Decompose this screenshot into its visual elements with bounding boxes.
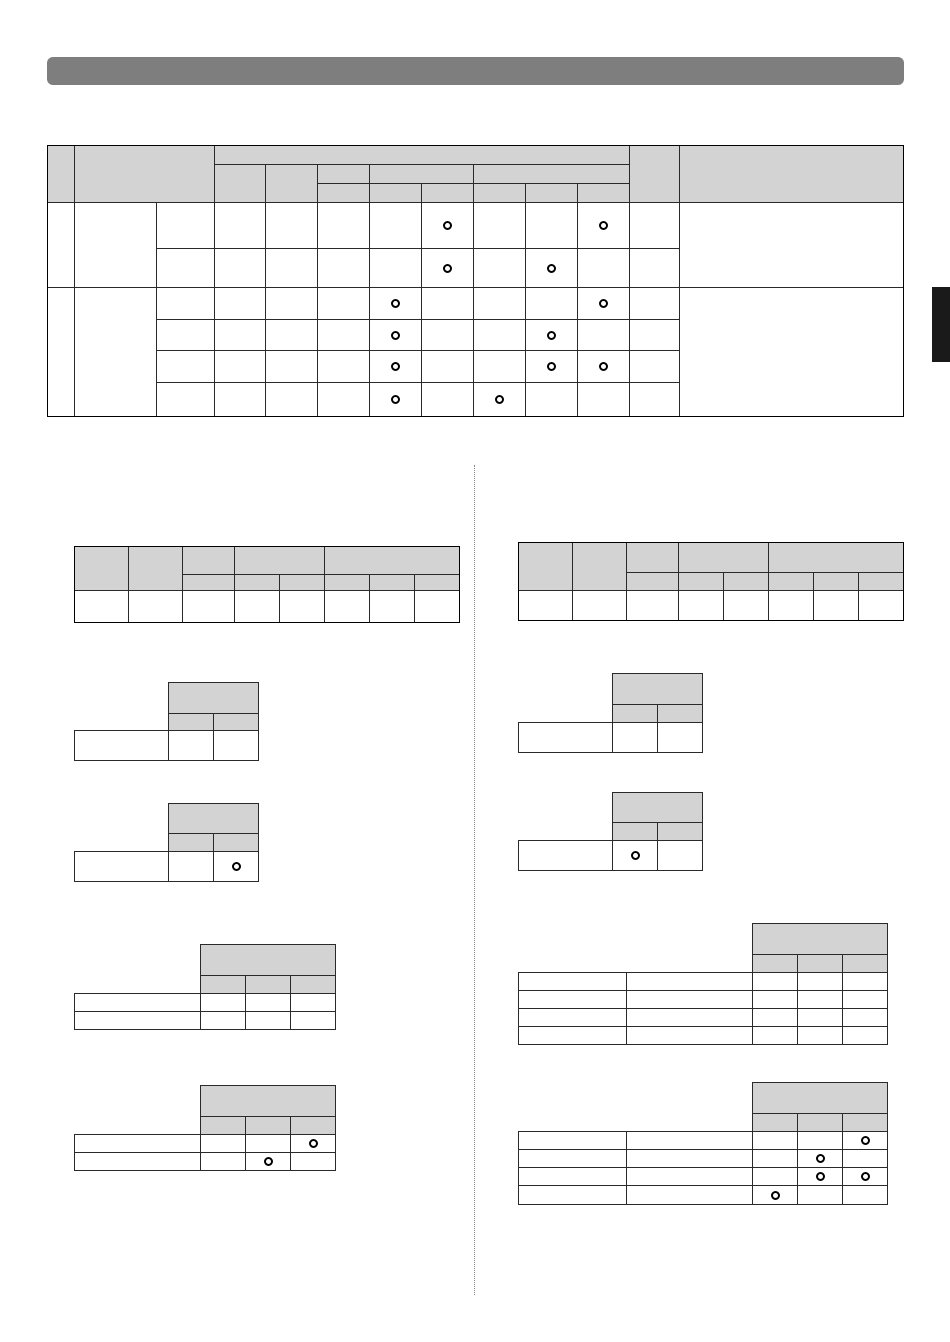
table-cell (525, 287, 578, 320)
table-cell (842, 972, 888, 991)
table-cell (797, 1131, 843, 1150)
table-header-cell (245, 1116, 291, 1135)
table-cell (245, 1011, 291, 1030)
table-cell (797, 1149, 843, 1168)
table-header-cell (752, 1113, 798, 1132)
table-cell (473, 319, 526, 351)
table-cell (518, 1026, 627, 1045)
table-cell (74, 730, 169, 761)
table-cell (626, 990, 753, 1009)
table-cell (577, 248, 630, 288)
table-cell (214, 248, 266, 288)
table-header-cell (752, 954, 798, 973)
circle-mark-icon (547, 362, 556, 371)
table-cell (156, 248, 215, 288)
table-cell (797, 990, 843, 1009)
table-cell (518, 1149, 627, 1168)
circle-mark-icon (547, 331, 556, 340)
table-cell (752, 1131, 798, 1150)
table-header-cell (200, 1116, 246, 1135)
table-cell (265, 287, 318, 320)
table-cell (518, 1131, 627, 1150)
table-cell (74, 202, 157, 288)
table-cell (525, 319, 578, 351)
table-header-cell (723, 572, 769, 591)
table-header-cell (752, 923, 888, 955)
table-cell (473, 248, 526, 288)
table-header-cell (182, 546, 235, 575)
table-cell (74, 590, 129, 623)
table-cell (74, 287, 157, 417)
table-header-cell (128, 546, 183, 591)
table-cell (626, 1185, 753, 1205)
table-cell (290, 1134, 336, 1153)
table-cell (279, 590, 325, 623)
table-cell (324, 590, 370, 623)
table-cell (752, 990, 798, 1009)
table-cell (629, 382, 680, 417)
circle-mark-icon (771, 1191, 780, 1200)
table-cell (421, 350, 474, 383)
table-header-cell (612, 822, 658, 841)
table-cell (813, 590, 859, 621)
table-cell (213, 851, 259, 882)
table-header-cell (200, 1085, 336, 1117)
table-header-cell (369, 574, 415, 591)
table-cell (74, 1134, 201, 1153)
table-cell (168, 851, 214, 882)
table-cell (182, 590, 235, 623)
table-header-cell (168, 833, 214, 852)
table-cell (74, 1152, 201, 1171)
table-cell (156, 287, 215, 320)
table-cell (657, 840, 703, 871)
table-cell (723, 590, 769, 621)
table-header-cell (842, 954, 888, 973)
table-header-cell (214, 164, 266, 203)
table-cell (525, 382, 578, 417)
table-cell (752, 972, 798, 991)
table-cell (518, 590, 573, 621)
table-cell (518, 722, 613, 753)
circle-mark-icon (443, 264, 452, 273)
table-header-cell (612, 673, 703, 705)
table-header-cell (200, 944, 336, 976)
table-header-cell (473, 164, 630, 184)
section-header-bar (47, 57, 904, 85)
table-cell (678, 590, 724, 621)
table-cell (214, 382, 266, 417)
table-header-cell (74, 546, 129, 591)
table-cell (265, 248, 318, 288)
table-cell (369, 202, 422, 249)
table-cell (421, 202, 474, 249)
table-header-cell (679, 145, 904, 203)
table-cell (234, 590, 280, 623)
circle-mark-icon (264, 1157, 273, 1166)
table-cell (626, 1008, 753, 1027)
table-header-cell (369, 164, 474, 184)
circle-mark-icon (816, 1154, 825, 1163)
table-cell (156, 350, 215, 383)
table-cell (369, 590, 415, 623)
table-header-cell (518, 542, 573, 591)
table-header-cell (525, 183, 578, 203)
table-header-cell (768, 542, 904, 573)
table-cell (842, 1131, 888, 1150)
circle-mark-icon (309, 1139, 318, 1148)
table-cell (414, 590, 460, 623)
table-cell (626, 972, 753, 991)
table-cell (842, 1185, 888, 1205)
table-cell (752, 1167, 798, 1186)
table-cell (797, 972, 843, 991)
circle-mark-icon (495, 395, 504, 404)
table-header-cell (245, 975, 291, 994)
table-cell (626, 1167, 753, 1186)
table-cell (626, 590, 679, 621)
circle-mark-icon (861, 1136, 870, 1145)
table-cell (214, 287, 266, 320)
table-header-cell (473, 183, 526, 203)
table-header-cell (813, 572, 859, 591)
table-cell (577, 202, 630, 249)
table-cell (265, 202, 318, 249)
table-cell (679, 202, 904, 288)
table-cell (265, 382, 318, 417)
circle-mark-icon (599, 362, 608, 371)
table-cell (214, 350, 266, 383)
table-cell (842, 1149, 888, 1168)
table-cell (128, 590, 183, 623)
table-header-cell (182, 574, 235, 591)
table-cell (214, 319, 266, 351)
table-cell (525, 248, 578, 288)
table-cell (525, 202, 578, 249)
table-header-cell (612, 792, 703, 823)
table-header-cell (626, 542, 679, 573)
table-header-cell (752, 1082, 888, 1114)
circle-mark-icon (547, 264, 556, 273)
table-cell (518, 972, 627, 991)
table-header-cell (47, 145, 75, 203)
table-header-cell (234, 574, 280, 591)
table-cell (577, 287, 630, 320)
table-cell (47, 287, 75, 417)
table-header-cell (858, 572, 904, 591)
table-cell (752, 1008, 798, 1027)
circle-mark-icon (443, 221, 452, 230)
table-cell (200, 1152, 246, 1171)
table-header-cell (657, 704, 703, 723)
table-header-cell (657, 822, 703, 841)
table-header-cell (168, 682, 259, 714)
table-cell (156, 382, 215, 417)
chapter-tab (932, 287, 950, 362)
table-cell (214, 202, 266, 249)
table-cell (200, 1011, 246, 1030)
table-header-cell (214, 145, 630, 165)
table-header-cell (74, 145, 215, 203)
table-cell (612, 840, 658, 871)
table-cell (752, 1185, 798, 1205)
table-cell (265, 350, 318, 383)
table-cell (842, 1167, 888, 1186)
table-header-cell (213, 713, 259, 731)
table-cell (369, 287, 422, 320)
table-cell (657, 722, 703, 753)
table-cell (74, 993, 201, 1012)
table-cell (473, 202, 526, 249)
table-header-cell (168, 713, 214, 731)
circle-mark-icon (816, 1172, 825, 1181)
table-cell (369, 248, 422, 288)
table-header-cell (629, 145, 680, 203)
table-cell (679, 287, 904, 417)
table-cell (768, 590, 814, 621)
table-header-cell (626, 572, 679, 591)
table-cell (629, 248, 680, 288)
table-cell (421, 319, 474, 351)
table-header-cell (265, 164, 318, 203)
table-cell (518, 840, 613, 871)
table-cell (421, 287, 474, 320)
table-header-cell (768, 572, 814, 591)
table-cell (245, 1134, 291, 1153)
table-header-cell (324, 574, 370, 591)
table-header-cell (572, 542, 627, 591)
circle-mark-icon (599, 221, 608, 230)
table-cell (245, 1152, 291, 1171)
table-header-cell (678, 542, 769, 573)
table-cell (290, 1011, 336, 1030)
table-header-cell (290, 975, 336, 994)
table-header-cell (213, 833, 259, 852)
table-cell (629, 287, 680, 320)
table-cell (74, 1011, 201, 1030)
table-cell (842, 1008, 888, 1027)
table-cell (317, 319, 370, 351)
table-cell (626, 1131, 753, 1150)
table-header-cell (279, 574, 325, 591)
table-header-cell (317, 164, 370, 184)
circle-mark-icon (599, 299, 608, 308)
table-cell (577, 350, 630, 383)
table-cell (74, 851, 169, 882)
table-cell (317, 202, 370, 249)
table-cell (626, 1149, 753, 1168)
table-cell (473, 350, 526, 383)
table-header-cell (678, 572, 724, 591)
table-cell (245, 993, 291, 1012)
table-cell (369, 350, 422, 383)
table-cell (518, 1185, 627, 1205)
circle-mark-icon (861, 1172, 870, 1181)
table-cell (612, 722, 658, 753)
table-header-cell (317, 183, 370, 203)
table-cell (577, 382, 630, 417)
table-cell (290, 1152, 336, 1171)
table-cell (797, 1167, 843, 1186)
table-cell (156, 319, 215, 351)
table-cell (525, 350, 578, 383)
table-cell (626, 1026, 753, 1045)
table-cell (168, 730, 214, 761)
table-cell (518, 1167, 627, 1186)
circle-mark-icon (391, 299, 400, 308)
table-cell (317, 287, 370, 320)
table-header-cell (414, 574, 460, 591)
table-header-cell (797, 954, 843, 973)
table-cell (213, 730, 259, 761)
table-header-cell (290, 1116, 336, 1135)
table-cell (200, 1134, 246, 1153)
table-cell (752, 1149, 798, 1168)
table-cell (290, 993, 336, 1012)
table-cell (842, 1026, 888, 1045)
table-cell (421, 382, 474, 417)
table-cell (200, 993, 246, 1012)
circle-mark-icon (391, 331, 400, 340)
table-cell (842, 990, 888, 1009)
table-header-cell (200, 975, 246, 994)
table-cell (421, 248, 474, 288)
table-header-cell (421, 183, 474, 203)
table-cell (518, 990, 627, 1009)
table-cell (369, 319, 422, 351)
table-cell (629, 350, 680, 383)
table-cell (473, 287, 526, 320)
table-header-cell (168, 803, 259, 834)
table-cell (265, 319, 318, 351)
table-header-cell (234, 546, 325, 575)
table-header-cell (577, 183, 630, 203)
table-cell (797, 1185, 843, 1205)
table-header-cell (612, 704, 658, 723)
table-header-cell (797, 1113, 843, 1132)
column-divider (474, 465, 475, 1295)
table-cell (156, 202, 215, 249)
table-cell (317, 350, 370, 383)
circle-mark-icon (631, 851, 640, 860)
table-header-cell (369, 183, 422, 203)
table-cell (577, 319, 630, 351)
table-cell (858, 590, 904, 621)
table-cell (317, 382, 370, 417)
circle-mark-icon (391, 362, 400, 371)
table-cell (629, 202, 680, 249)
table-cell (317, 248, 370, 288)
table-cell (797, 1008, 843, 1027)
table-header-cell (842, 1113, 888, 1132)
table-cell (797, 1026, 843, 1045)
table-header-cell (324, 546, 460, 575)
circle-mark-icon (391, 395, 400, 404)
table-cell (47, 202, 75, 288)
table-cell (518, 1008, 627, 1027)
table-cell (473, 382, 526, 417)
table-cell (629, 319, 680, 351)
table-cell (369, 382, 422, 417)
circle-mark-icon (232, 862, 241, 871)
table-cell (572, 590, 627, 621)
table-cell (752, 1026, 798, 1045)
